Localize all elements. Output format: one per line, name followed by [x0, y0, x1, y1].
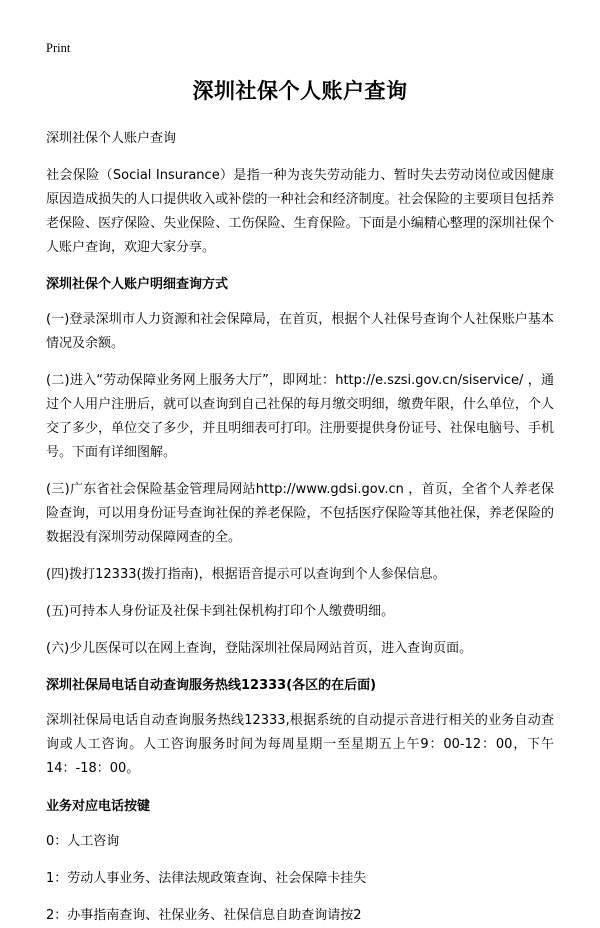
list-item: (二)进入“劳动保障业务网上服务大厅”，即网址：http://e.szsi.gov.cn/siservice/ ，通过个人用户注册后，就可以查询到自己社保的每月缴交明细，缴费年限，什么单位，个人交了多少，单位交了多少，并且明细表可打印。注册要提供身份证号、社保电脑号、手机号。下面有详细图解。 — [46, 372, 554, 461]
page-title: 深圳社保个人账户查询 — [192, 78, 408, 103]
lead-paragraph: 深圳社保个人账户查询 — [46, 130, 177, 146]
section-heading-phone-keys: 业务对应电话按键 — [46, 798, 151, 814]
hotline-paragraph: 深圳社保局电话自动查询服务热线12333,根据系统的自动提示音进行相关的业务自动查询或人工咨询。人工咨询服务时间为每周星期一至星期五上午9：00-12：00，下午14：-18：00。 — [46, 713, 554, 777]
list-item: (三)广东省社会保险基金管理局网站http://www.gdsi.gov.cn ，首页，全省个人养老保险查询，可以用身份证号查询社保的养老保险，不包括医疗保险等其他社保，养老保险的数据没有深圳劳动保障网查的全。 — [46, 482, 554, 546]
intro-paragraph: 社会保险（Social Insurance）是指一种为丧失劳动能力、暂时失去劳动岗位或因健康原因造成损失的人口提供收入或补偿的一种社会和经济制度。社会保险的主要项目包括养老保险、医疗保险、失业保险、工伤保险、生育保险。下面是小编精心整理的深圳社保个人账户查询，欢迎大家分享。 — [46, 167, 554, 255]
print-button[interactable]: Print — [46, 41, 71, 55]
section-heading-query-methods: 深圳社保个人账户明细查询方式 — [46, 276, 229, 292]
section-heading-hotline: 深圳社保局电话自动查询服务热线12333(各区的在后面) — [46, 678, 377, 694]
list-item: 2：办事指南查询、社保业务、社保信息自助查询请按2 — [46, 907, 362, 923]
list-item: (五)可持本人身份证及社保卡到社保机构打印个人缴费明细。 — [46, 604, 395, 620]
list-item: (四)拨打12333(拨打指南)，根据语音提示可以查询到个人参保信息。 — [46, 567, 446, 583]
list-item: 0：人工咨询 — [46, 833, 120, 849]
list-item: (六)少儿医保可以在网上查询，登陆深圳社保局网站首页，进入查询页面。 — [46, 641, 473, 657]
list-item: 1：劳动人事业务、法律法规政策查询、社会保障卡挂失 — [46, 870, 367, 886]
list-item: (一)登录深圳市人力资源和社会保障局，在首页，根据个人社保号查询个人社保账户基本情况及余额。 — [46, 311, 554, 351]
